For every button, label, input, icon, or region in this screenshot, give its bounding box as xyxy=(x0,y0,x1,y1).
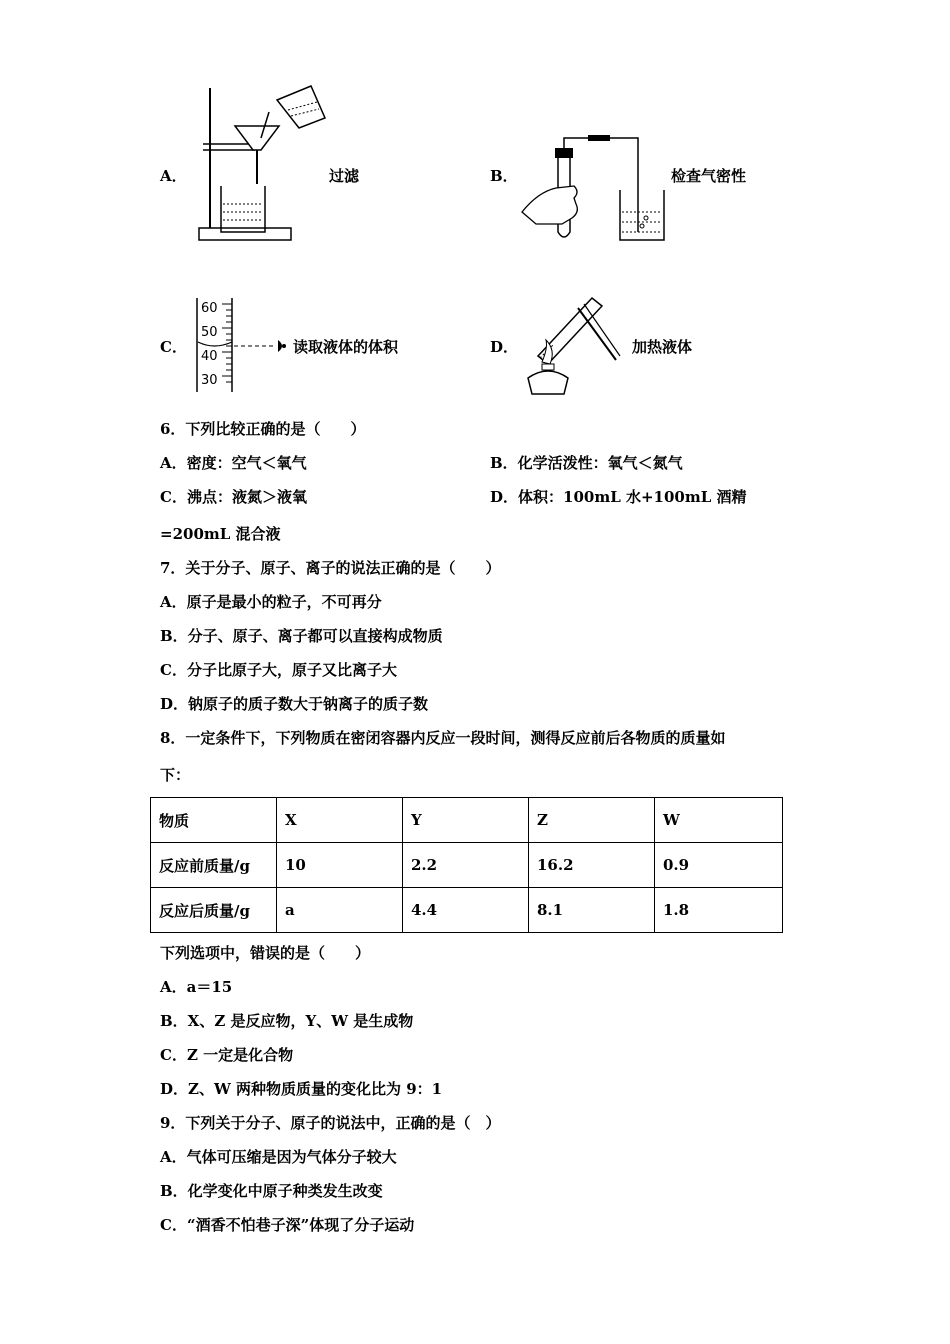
table-cell: 2.2 xyxy=(403,843,529,888)
q6-option-d-continued: =200mL 混合液 xyxy=(160,525,281,543)
table-header-row xyxy=(151,798,783,843)
table-cell: 4.4 xyxy=(403,888,529,933)
q8-question: 下列选项中，错误的是（ ） xyxy=(160,944,371,962)
q5-option-d-caption: 加热液体 xyxy=(632,338,693,356)
table-row xyxy=(151,843,783,888)
filtration-apparatus-figure xyxy=(193,82,333,247)
table-cell: 10 xyxy=(277,843,403,888)
table-row xyxy=(151,888,783,933)
q9-option-b: B．化学变化中原子种类发生改变 xyxy=(160,1182,383,1200)
q9-stem: 9．下列关于分子、原子的说法中，正确的是（ ） xyxy=(160,1114,501,1132)
q5-option-a-letter: A． xyxy=(160,167,187,185)
q8-option-a: A．a＝15 xyxy=(160,978,233,996)
q8-option-b: B．X、Z 是反应物，Y、W 是生成物 xyxy=(160,1012,414,1030)
table-header-cell: W xyxy=(655,798,783,843)
scale-50: 50 xyxy=(201,325,218,340)
q7-option-d: D．钠原子的质子数大于钠离子的质子数 xyxy=(160,695,429,713)
table-cell: 8.1 xyxy=(529,888,655,933)
table-cell: 反应前质量/g xyxy=(151,843,277,888)
table-cell: 1.8 xyxy=(655,888,783,933)
q8-stem-line2: 下： xyxy=(160,766,191,784)
q5-option-c-letter: C． xyxy=(160,338,187,356)
q6-option-d: D．体积：100mL 水+100mL 酒精 xyxy=(490,488,747,506)
q6-stem: 6．下列比较正确的是（ ） xyxy=(160,420,366,438)
q7-stem: 7．关于分子、原子、离子的说法正确的是（ ） xyxy=(160,559,501,577)
table-header-cell: Y xyxy=(403,798,529,843)
q7-option-a: A．原子是最小的粒子，不可再分 xyxy=(160,593,382,611)
q5-option-b-caption: 检查气密性 xyxy=(671,167,747,185)
scale-60: 60 xyxy=(201,301,218,316)
table-header-cell: X xyxy=(277,798,403,843)
q5-option-d-letter: D． xyxy=(490,338,519,356)
table-header-cell: 物质 xyxy=(151,798,277,843)
q5-option-b-letter: B． xyxy=(490,167,518,185)
q6-option-b: B．化学活泼性：氧气＜氮气 xyxy=(490,454,683,472)
graduated-cylinder-figure xyxy=(194,294,294,396)
mass-table xyxy=(150,797,783,933)
eye-icon xyxy=(278,340,282,352)
q8-stem-line1: 8．一定条件下，下列物质在密闭容器内反应一段时间，测得反应前后各物质的质量如 xyxy=(160,729,726,747)
q9-option-a: A．气体可压缩是因为气体分子较大 xyxy=(160,1148,397,1166)
table-cell: 0.9 xyxy=(655,843,783,888)
scale-40: 40 xyxy=(201,349,218,364)
table-cell: 反应后质量/g xyxy=(151,888,277,933)
q6-option-a: A．密度：空气＜氧气 xyxy=(160,454,307,472)
table-header-cell: Z xyxy=(529,798,655,843)
q5-option-c-caption: 读取液体的体积 xyxy=(293,338,399,356)
q8-option-d: D．Z、W 两种物质质量的变化比为 9：1 xyxy=(160,1080,443,1098)
q5-option-a-caption: 过滤 xyxy=(329,167,360,185)
q9-option-c: C．“酒香不怕巷子深”体现了分子运动 xyxy=(160,1216,415,1234)
heating-liquid-figure xyxy=(518,290,628,400)
table-cell: 16.2 xyxy=(529,843,655,888)
q7-option-c: C．分子比原子大，原子又比离子大 xyxy=(160,661,397,679)
table-cell: a xyxy=(277,888,403,933)
q8-option-c: C．Z 一定是化合物 xyxy=(160,1046,294,1064)
q7-option-b: B．分子、原子、离子都可以直接构成物质 xyxy=(160,627,443,645)
q6-option-c: C．沸点：液氮＞液氧 xyxy=(160,488,307,506)
scale-30: 30 xyxy=(201,373,218,388)
airtightness-check-figure xyxy=(518,132,668,247)
